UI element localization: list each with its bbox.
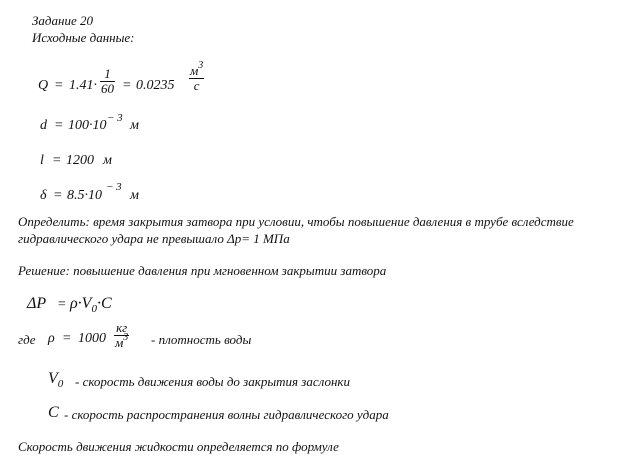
rho-unit-den-exponent: 3 (123, 331, 129, 343)
delta-equals: = (53, 188, 63, 203)
dp-equals: = (57, 297, 67, 312)
d-exponent: − 3 (107, 112, 123, 124)
q-symbol: Q (38, 78, 49, 93)
task-line-2: гидравлического удара не превышало Δp= 1 МПа (18, 231, 290, 246)
q-unit-base: м (190, 63, 199, 78)
q-fraction (100, 67, 115, 96)
rho-unit-numerator: кг (116, 320, 128, 335)
q-unit-numerator (189, 59, 204, 78)
v0-sub: 0 (57, 378, 64, 391)
task-line-1: Определить: время закрытия затвора при условии, чтобы повышение давления в трубе вследствие (18, 214, 574, 229)
v0-symbol (48, 370, 64, 391)
q-equals: = (54, 78, 64, 93)
l-symbol: l (40, 153, 44, 168)
c-description: - скорость распространения волны гидравлического удара (64, 407, 389, 422)
q-unit-exponent: 3 (198, 59, 204, 71)
rho-unit-fraction (114, 321, 129, 350)
l-equals: = (52, 153, 62, 168)
c-symbol: C (48, 404, 59, 421)
rho-unit-denominator (114, 331, 129, 350)
task-title: Задание 20 (32, 13, 93, 28)
q-fraction-denominator: 60 (101, 81, 114, 96)
q-equals-2: = (122, 78, 132, 93)
q-fraction-numerator: 1 (104, 66, 111, 81)
rho-equals: = (62, 331, 72, 346)
d-symbol: d (40, 118, 47, 133)
delta-symbol: δ (40, 188, 47, 203)
dp-rhs-sub: 0 (91, 303, 97, 316)
delta-unit: м (130, 188, 139, 203)
dp-rhs-a: ρ·V (70, 295, 92, 312)
d-equals: = (54, 118, 64, 133)
dp-rhs-b: ·C (96, 295, 112, 312)
v0-description: - скорость движения воды до закрытия заслонки (75, 374, 351, 389)
q-coefficient: 1.41· (69, 78, 97, 93)
given-heading: Исходные данные: (32, 30, 135, 45)
d-mantissa: 100·10 (68, 118, 107, 133)
q-unit-fraction (189, 59, 204, 93)
rho-unit-den-base: м (115, 335, 124, 350)
delta-exponent: − 3 (106, 181, 122, 193)
solution-line: Решение: повышение давления при мгновенном закрытии затвора (18, 263, 387, 278)
rho-description: - плотность воды (151, 332, 252, 347)
rho-value: 1000 (78, 331, 106, 346)
l-unit: м (103, 153, 112, 168)
v0-base: V (48, 370, 58, 387)
l-value: 1200 (66, 153, 94, 168)
where-label: где (18, 332, 36, 347)
dp-symbol: ΔP (27, 295, 47, 312)
q-unit-denominator: с (193, 78, 200, 93)
delta-mantissa: 8.5·10 (67, 188, 102, 203)
dp-rhs (70, 295, 112, 316)
last-line: Скорость движения жидкости определяется по формуле (18, 439, 339, 454)
q-value: 0.0235 (136, 78, 175, 93)
d-unit: м (130, 118, 139, 133)
rho-symbol: ρ (48, 331, 55, 346)
